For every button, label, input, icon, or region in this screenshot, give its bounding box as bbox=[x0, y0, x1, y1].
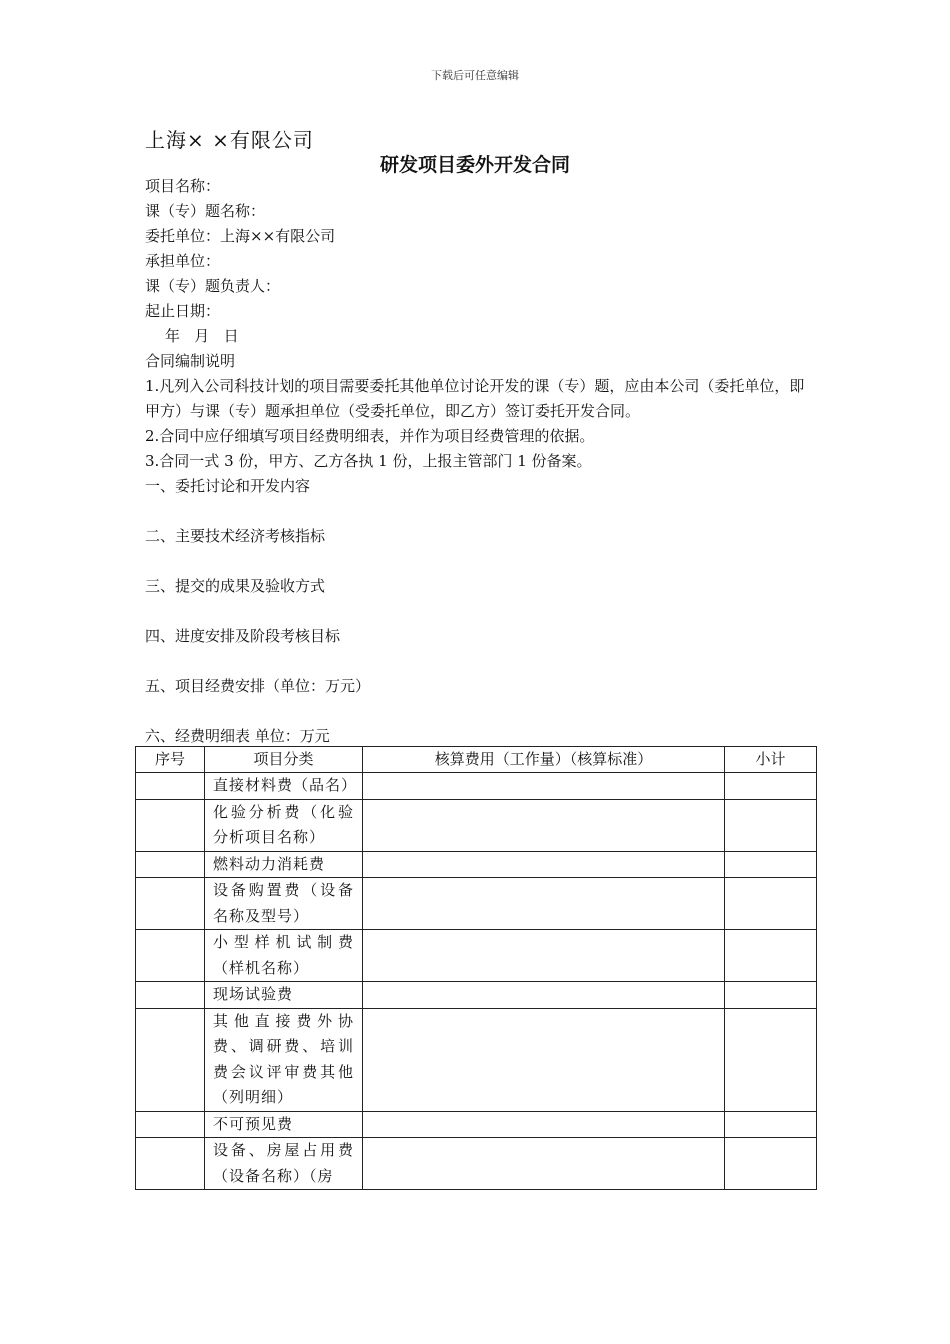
table-row bbox=[136, 878, 817, 930]
table-row bbox=[136, 1008, 817, 1111]
header-serial: 序号 bbox=[136, 747, 205, 773]
serial-cell[interactable] bbox=[136, 982, 205, 1009]
cost-basis-cell[interactable] bbox=[363, 878, 725, 930]
document-body bbox=[145, 174, 810, 749]
subtotal-cell[interactable] bbox=[725, 878, 817, 930]
table-row bbox=[136, 1111, 817, 1138]
category-cell: 设备、房屋占用费（设备名称）（房 bbox=[205, 1138, 363, 1190]
category-cell: 小型样机试制费（样机名称） bbox=[205, 930, 363, 982]
subtotal-cell[interactable] bbox=[725, 1138, 817, 1190]
serial-cell[interactable] bbox=[136, 1008, 205, 1111]
cost-basis-cell[interactable] bbox=[363, 982, 725, 1009]
table-row bbox=[136, 1138, 817, 1190]
cost-basis-cell[interactable] bbox=[363, 773, 725, 800]
document-title: 研发项目委外开发合同 bbox=[379, 154, 570, 176]
field-leader: 课（专）题负责人： bbox=[145, 277, 281, 295]
serial-cell[interactable] bbox=[136, 1138, 205, 1190]
cost-basis-cell[interactable] bbox=[363, 930, 725, 982]
table-row bbox=[136, 799, 817, 851]
category-cell: 不可预见费 bbox=[205, 1111, 363, 1138]
table-header-row bbox=[136, 747, 817, 773]
header-cost-basis: 核算费用（工作量）（核算标准） bbox=[363, 747, 725, 773]
subtotal-cell[interactable] bbox=[725, 930, 817, 982]
serial-cell[interactable] bbox=[136, 878, 205, 930]
field-project-name: 项目名称： bbox=[145, 177, 221, 195]
cost-basis-cell[interactable] bbox=[363, 1111, 725, 1138]
subtotal-cell[interactable] bbox=[725, 1111, 817, 1138]
field-client: 委托单位：上海××有限公司 bbox=[145, 227, 336, 245]
subtotal-cell[interactable] bbox=[725, 1008, 817, 1111]
company-name: 上海× ×有限公司 bbox=[145, 128, 314, 152]
section-heading: 六、经费明细表 单位：万元 bbox=[145, 727, 330, 745]
blank-space bbox=[145, 649, 810, 674]
table-row bbox=[136, 982, 817, 1009]
cost-basis-cell[interactable] bbox=[363, 799, 725, 851]
category-cell: 现场试验费 bbox=[205, 982, 363, 1009]
cost-basis-cell[interactable] bbox=[363, 1138, 725, 1190]
subtotal-cell[interactable] bbox=[725, 799, 817, 851]
serial-cell[interactable] bbox=[136, 851, 205, 878]
note-item: 2.合同中应仔细填写项目经费明细表，并作为项目经费管理的依据。 bbox=[145, 427, 595, 445]
field-topic-name: 课（专）题名称： bbox=[145, 202, 266, 220]
serial-cell[interactable] bbox=[136, 930, 205, 982]
header-note: 下载后可任意编辑 bbox=[431, 69, 519, 82]
section-heading: 一、委托讨论和开发内容 bbox=[145, 477, 311, 495]
table-row bbox=[136, 930, 817, 982]
table-row bbox=[136, 773, 817, 800]
field-period: 起止日期： bbox=[145, 302, 221, 320]
section-heading: 二、主要技术经济考核指标 bbox=[145, 527, 326, 545]
serial-cell[interactable] bbox=[136, 1111, 205, 1138]
category-cell: 其他直接费外协费、调研费、培训费会议评审费其他（列明细） bbox=[205, 1008, 363, 1111]
category-cell: 设备购置费（设备名称及型号） bbox=[205, 878, 363, 930]
cost-basis-cell[interactable] bbox=[363, 851, 725, 878]
table-row bbox=[136, 851, 817, 878]
blank-space bbox=[145, 699, 810, 724]
blank-space bbox=[145, 549, 810, 574]
notes-heading: 合同编制说明 bbox=[145, 352, 236, 370]
blank-space bbox=[145, 599, 810, 624]
header-subtotal: 小计 bbox=[725, 747, 817, 773]
serial-cell[interactable] bbox=[136, 799, 205, 851]
date-placeholder: 年 月 日 bbox=[165, 327, 239, 345]
category-cell: 直接材料费（品名） bbox=[205, 773, 363, 800]
section-heading: 四、进度安排及阶段考核目标 bbox=[145, 627, 341, 645]
blank-space bbox=[145, 499, 810, 524]
serial-cell[interactable] bbox=[136, 773, 205, 800]
field-contractor: 承担单位： bbox=[145, 252, 221, 270]
note-item: 1.凡列入公司科技计划的项目需要委托其他单位讨论开发的课（专）题，应由本公司（委托单位，即甲方）与课（专）题承担单位（受委托单位，即乙方）签订委托开发合同。 bbox=[145, 377, 805, 420]
cost-basis-cell[interactable] bbox=[363, 1008, 725, 1111]
subtotal-cell[interactable] bbox=[725, 851, 817, 878]
subtotal-cell[interactable] bbox=[725, 982, 817, 1009]
category-cell: 燃料动力消耗费 bbox=[205, 851, 363, 878]
header-category: 项目分类 bbox=[205, 747, 363, 773]
note-item: 3.合同一式 3 份，甲方、乙方各执 1 份，上报主管部门 1 份备案。 bbox=[145, 452, 592, 470]
category-cell: 化验分析费（化验分析项目名称） bbox=[205, 799, 363, 851]
subtotal-cell[interactable] bbox=[725, 773, 817, 800]
cost-detail-table bbox=[135, 746, 817, 1190]
section-heading: 三、提交的成果及验收方式 bbox=[145, 577, 326, 595]
section-heading: 五、项目经费安排（单位：万元） bbox=[145, 677, 371, 695]
